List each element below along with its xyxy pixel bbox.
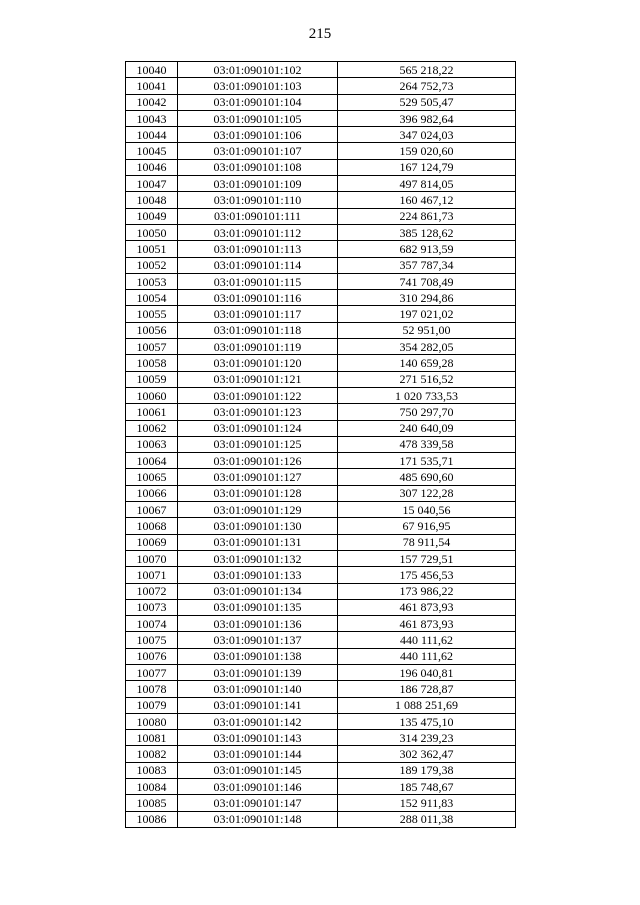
cadastral-number-cell: 03:01:090101:133 [178, 567, 338, 583]
value-cell: 478 339,58 [338, 436, 516, 452]
value-cell: 396 982,64 [338, 110, 516, 126]
cadastral-number-cell: 03:01:090101:114 [178, 257, 338, 273]
row-number-cell: 10066 [126, 485, 178, 501]
value-cell: 171 535,71 [338, 453, 516, 469]
page-number: 215 [308, 26, 332, 42]
table-row [126, 485, 516, 501]
table-row [126, 127, 516, 143]
value-cell: 1 020 733,53 [338, 387, 516, 403]
value-cell: 461 873,93 [338, 599, 516, 615]
row-number-cell: 10077 [126, 664, 178, 680]
row-number-cell: 10071 [126, 567, 178, 583]
table-row [126, 241, 516, 257]
row-number-cell: 10052 [126, 257, 178, 273]
table-row [126, 110, 516, 126]
cadastral-number-cell: 03:01:090101:148 [178, 811, 338, 827]
cadastral-number-cell: 03:01:090101:143 [178, 730, 338, 746]
cadastral-number-cell: 03:01:090101:109 [178, 176, 338, 192]
cadastral-number-cell: 03:01:090101:121 [178, 371, 338, 387]
cadastral-number-cell: 03:01:090101:145 [178, 762, 338, 778]
table-row [126, 78, 516, 94]
table-row [126, 62, 516, 78]
row-number-cell: 10040 [126, 62, 178, 78]
value-cell: 529 505,47 [338, 94, 516, 110]
row-number-cell: 10075 [126, 632, 178, 648]
row-number-cell: 10045 [126, 143, 178, 159]
value-cell: 78 911,54 [338, 534, 516, 550]
value-cell: 497 814,05 [338, 176, 516, 192]
cadastral-number-cell: 03:01:090101:126 [178, 453, 338, 469]
table-row [126, 795, 516, 811]
cadastral-number-cell: 03:01:090101:123 [178, 404, 338, 420]
table-row [126, 192, 516, 208]
row-number-cell: 10072 [126, 583, 178, 599]
row-number-cell: 10060 [126, 387, 178, 403]
cadastral-number-cell: 03:01:090101:137 [178, 632, 338, 648]
value-cell: 440 111,62 [338, 648, 516, 664]
cadastral-number-cell: 03:01:090101:130 [178, 518, 338, 534]
row-number-cell: 10043 [126, 110, 178, 126]
value-cell: 152 911,83 [338, 795, 516, 811]
cadastral-number-cell: 03:01:090101:111 [178, 208, 338, 224]
value-cell: 271 516,52 [338, 371, 516, 387]
cadastral-number-cell: 03:01:090101:147 [178, 795, 338, 811]
table-row [126, 681, 516, 697]
table-row [126, 616, 516, 632]
value-cell: 167 124,79 [338, 159, 516, 175]
row-number-cell: 10059 [126, 371, 178, 387]
cadastral-number-cell: 03:01:090101:120 [178, 355, 338, 371]
table-row [126, 664, 516, 680]
cadastral-number-cell: 03:01:090101:113 [178, 241, 338, 257]
cadastral-number-cell: 03:01:090101:122 [178, 387, 338, 403]
value-cell: 189 179,38 [338, 762, 516, 778]
value-cell: 157 729,51 [338, 550, 516, 566]
value-cell: 185 748,67 [338, 779, 516, 795]
row-number-cell: 10062 [126, 420, 178, 436]
value-cell: 1 088 251,69 [338, 697, 516, 713]
value-cell: 307 122,28 [338, 485, 516, 501]
data-table [125, 61, 516, 828]
table-row [126, 224, 516, 240]
table-row [126, 420, 516, 436]
value-cell: 461 873,93 [338, 616, 516, 632]
cadastral-number-cell: 03:01:090101:139 [178, 664, 338, 680]
cadastral-number-cell: 03:01:090101:116 [178, 290, 338, 306]
table-row [126, 322, 516, 338]
value-cell: 440 111,62 [338, 632, 516, 648]
row-number-cell: 10082 [126, 746, 178, 762]
cadastral-number-cell: 03:01:090101:102 [178, 62, 338, 78]
cadastral-number-cell: 03:01:090101:106 [178, 127, 338, 143]
value-cell: 310 294,86 [338, 290, 516, 306]
cadastral-number-cell: 03:01:090101:128 [178, 485, 338, 501]
cadastral-number-cell: 03:01:090101:131 [178, 534, 338, 550]
table-row [126, 762, 516, 778]
value-cell: 264 752,73 [338, 78, 516, 94]
table-row [126, 648, 516, 664]
value-cell: 140 659,28 [338, 355, 516, 371]
value-cell: 173 986,22 [338, 583, 516, 599]
table-row [126, 387, 516, 403]
row-number-cell: 10070 [126, 550, 178, 566]
cadastral-number-cell: 03:01:090101:112 [178, 224, 338, 240]
table-row [126, 94, 516, 110]
value-cell: 357 787,34 [338, 257, 516, 273]
cadastral-number-cell: 03:01:090101:138 [178, 648, 338, 664]
table-row [126, 713, 516, 729]
value-cell: 52 951,00 [338, 322, 516, 338]
cadastral-number-cell: 03:01:090101:110 [178, 192, 338, 208]
row-number-cell: 10085 [126, 795, 178, 811]
table-row [126, 632, 516, 648]
cadastral-number-cell: 03:01:090101:135 [178, 599, 338, 615]
table-row [126, 779, 516, 795]
value-cell: 175 456,53 [338, 567, 516, 583]
row-number-cell: 10067 [126, 502, 178, 518]
row-number-cell: 10041 [126, 78, 178, 94]
table-row [126, 306, 516, 322]
value-cell: 741 708,49 [338, 273, 516, 289]
table-row [126, 257, 516, 273]
value-cell: 485 690,60 [338, 469, 516, 485]
value-cell: 682 913,59 [338, 241, 516, 257]
row-number-cell: 10050 [126, 224, 178, 240]
table-row [126, 371, 516, 387]
table-row [126, 599, 516, 615]
cadastral-number-cell: 03:01:090101:103 [178, 78, 338, 94]
cadastral-number-cell: 03:01:090101:119 [178, 339, 338, 355]
value-cell: 288 011,38 [338, 811, 516, 827]
value-cell: 135 475,10 [338, 713, 516, 729]
row-number-cell: 10058 [126, 355, 178, 371]
table-row [126, 518, 516, 534]
table-row [126, 746, 516, 762]
cadastral-number-cell: 03:01:090101:142 [178, 713, 338, 729]
value-cell: 347 024,03 [338, 127, 516, 143]
table-row [126, 730, 516, 746]
row-number-cell: 10078 [126, 681, 178, 697]
row-number-cell: 10044 [126, 127, 178, 143]
row-number-cell: 10073 [126, 599, 178, 615]
cadastral-number-cell: 03:01:090101:115 [178, 273, 338, 289]
cadastral-number-cell: 03:01:090101:125 [178, 436, 338, 452]
table-row [126, 208, 516, 224]
cadastral-number-cell: 03:01:090101:105 [178, 110, 338, 126]
cadastral-number-cell: 03:01:090101:124 [178, 420, 338, 436]
value-cell: 302 362,47 [338, 746, 516, 762]
cadastral-number-cell: 03:01:090101:107 [178, 143, 338, 159]
row-number-cell: 10054 [126, 290, 178, 306]
cadastral-number-cell: 03:01:090101:141 [178, 697, 338, 713]
row-number-cell: 10076 [126, 648, 178, 664]
table-row [126, 469, 516, 485]
table-body [126, 62, 516, 828]
row-number-cell: 10068 [126, 518, 178, 534]
value-cell: 354 282,05 [338, 339, 516, 355]
table-row [126, 567, 516, 583]
table-row [126, 339, 516, 355]
row-number-cell: 10084 [126, 779, 178, 795]
row-number-cell: 10055 [126, 306, 178, 322]
value-cell: 67 916,95 [338, 518, 516, 534]
row-number-cell: 10064 [126, 453, 178, 469]
row-number-cell: 10079 [126, 697, 178, 713]
row-number-cell: 10074 [126, 616, 178, 632]
row-number-cell: 10061 [126, 404, 178, 420]
table-row [126, 583, 516, 599]
table-row [126, 404, 516, 420]
table-row [126, 811, 516, 827]
value-cell: 565 218,22 [338, 62, 516, 78]
row-number-cell: 10048 [126, 192, 178, 208]
cadastral-number-cell: 03:01:090101:108 [178, 159, 338, 175]
cadastral-number-cell: 03:01:090101:136 [178, 616, 338, 632]
row-number-cell: 10042 [126, 94, 178, 110]
cadastral-number-cell: 03:01:090101:117 [178, 306, 338, 322]
value-cell: 750 297,70 [338, 404, 516, 420]
cadastral-number-cell: 03:01:090101:132 [178, 550, 338, 566]
row-number-cell: 10057 [126, 339, 178, 355]
table-row [126, 290, 516, 306]
row-number-cell: 10065 [126, 469, 178, 485]
value-cell: 314 239,23 [338, 730, 516, 746]
row-number-cell: 10049 [126, 208, 178, 224]
row-number-cell: 10051 [126, 241, 178, 257]
table-row [126, 550, 516, 566]
value-cell: 196 040,81 [338, 664, 516, 680]
value-cell: 197 021,02 [338, 306, 516, 322]
cadastral-number-cell: 03:01:090101:118 [178, 322, 338, 338]
cadastral-number-cell: 03:01:090101:140 [178, 681, 338, 697]
table-row [126, 697, 516, 713]
row-number-cell: 10086 [126, 811, 178, 827]
row-number-cell: 10069 [126, 534, 178, 550]
row-number-cell: 10053 [126, 273, 178, 289]
row-number-cell: 10081 [126, 730, 178, 746]
value-cell: 160 467,12 [338, 192, 516, 208]
row-number-cell: 10056 [126, 322, 178, 338]
table-row [126, 143, 516, 159]
cadastral-number-cell: 03:01:090101:104 [178, 94, 338, 110]
table-row [126, 534, 516, 550]
cadastral-number-cell: 03:01:090101:146 [178, 779, 338, 795]
cadastral-number-cell: 03:01:090101:134 [178, 583, 338, 599]
value-cell: 15 040,56 [338, 502, 516, 518]
cadastral-number-cell: 03:01:090101:127 [178, 469, 338, 485]
value-cell: 159 020,60 [338, 143, 516, 159]
table-row [126, 176, 516, 192]
value-cell: 186 728,87 [338, 681, 516, 697]
row-number-cell: 10080 [126, 713, 178, 729]
table-row [126, 355, 516, 371]
cadastral-number-cell: 03:01:090101:129 [178, 502, 338, 518]
table-row [126, 502, 516, 518]
value-cell: 385 128,62 [338, 224, 516, 240]
table-row [126, 436, 516, 452]
row-number-cell: 10046 [126, 159, 178, 175]
value-cell: 224 861,73 [338, 208, 516, 224]
row-number-cell: 10063 [126, 436, 178, 452]
table-row [126, 273, 516, 289]
table-row [126, 159, 516, 175]
table-row [126, 453, 516, 469]
value-cell: 240 640,09 [338, 420, 516, 436]
cadastral-number-cell: 03:01:090101:144 [178, 746, 338, 762]
row-number-cell: 10047 [126, 176, 178, 192]
row-number-cell: 10083 [126, 762, 178, 778]
